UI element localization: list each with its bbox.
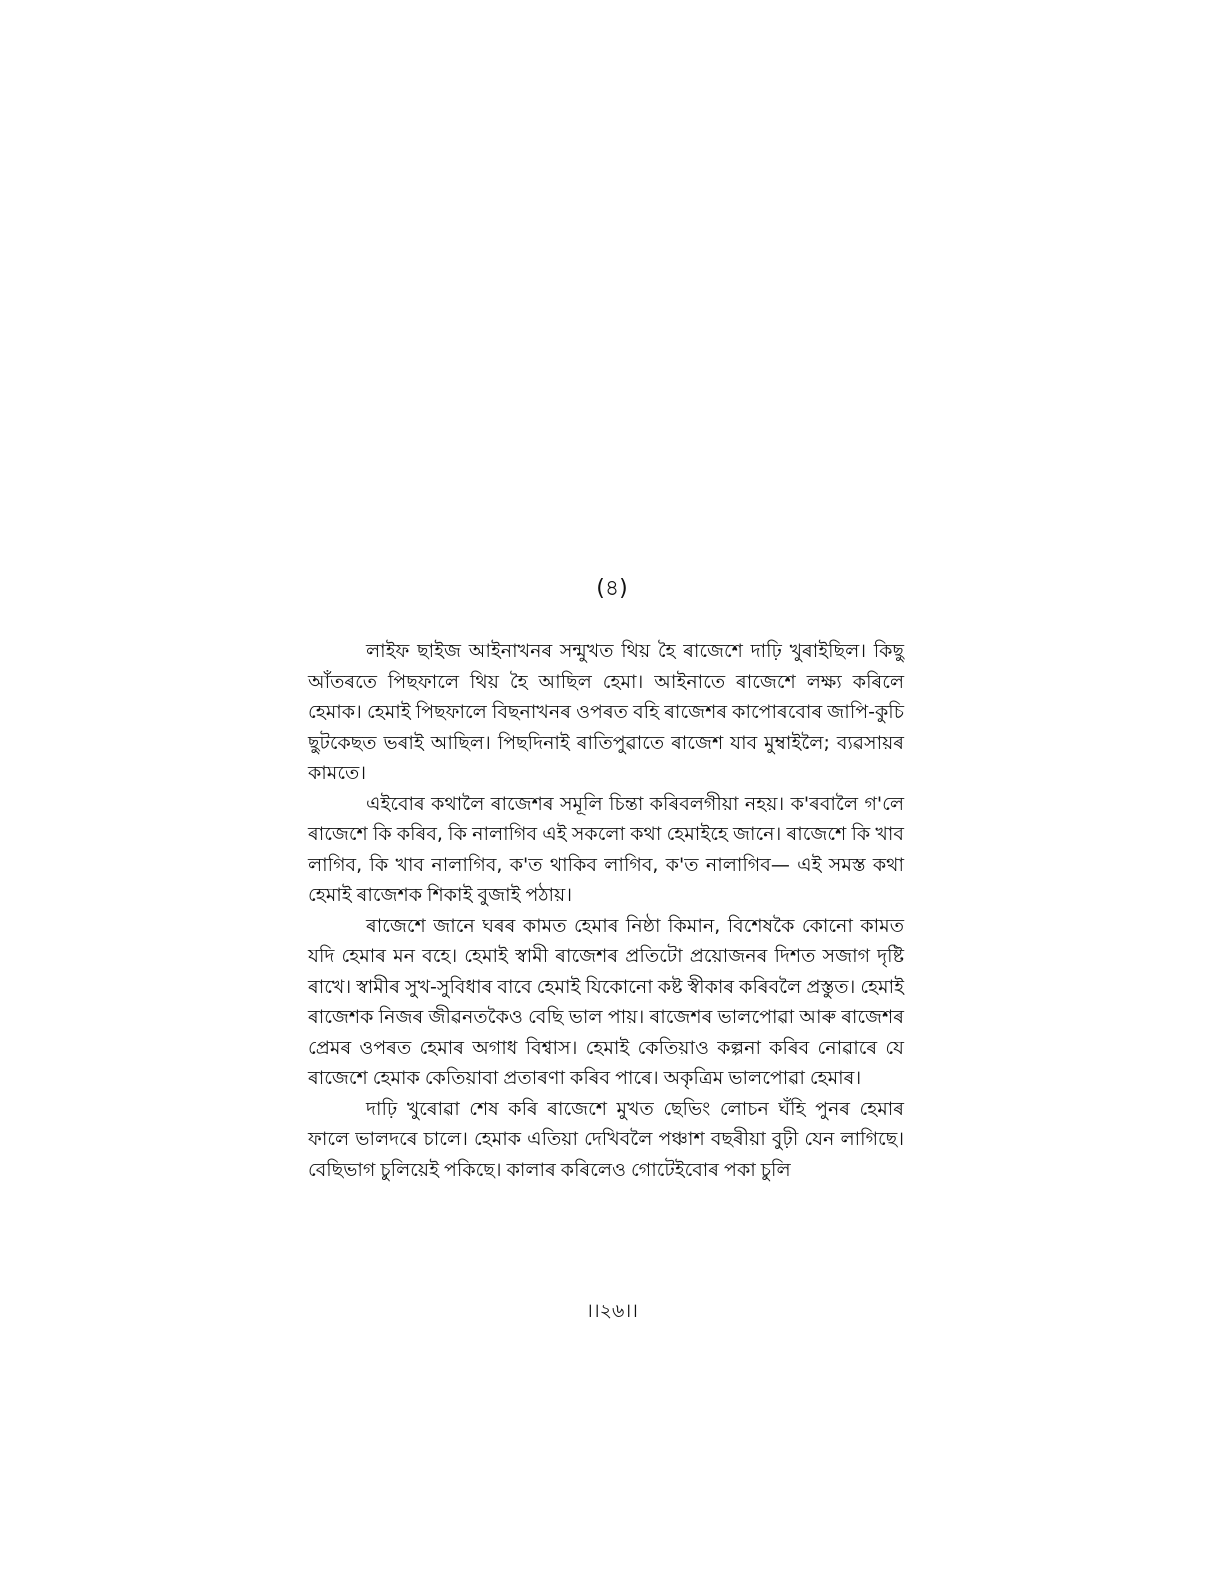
paragraph-3: ৰাজেশে জানে ঘৰৰ কামত হেমাৰ নিষ্ঠা কিমান, বিশেষকৈ কোনো কামত যদি হেমাৰ মন বহে। হেমাই স্বামী ৰাজেশৰ প্ৰতিটো প্ৰয়োজনৰ দিশত সজাগ দৃষ্টি ৰাখে। স্বামীৰ সুখ-সুবিধাৰ বাবে হেমাই যিকোনো কষ্ট স্বীকাৰ কৰিবলৈ প্ৰস্তুত। হেমাই ৰাজেশক নিজৰ জীৱনতকৈও বেছি ভাল পায়। ৰাজেশৰ ভালপোৱা আৰু ৰাজেশৰ প্ৰেমৰ ওপৰত হেমাৰ অগাধ বিশ্বাস। হেমাই কেতিয়াও কল্পনা কৰিব নোৱাৰে যে ৰাজেশে হেমাক কেতিয়াবা প্ৰতাৰণা কৰিব পাৰে। অকৃত্ৰিম ভালপোৱা হেমাৰ। — [308, 914, 904, 1089]
paragraph-4: দাঢ়ি খুৰোৱা শেষ কৰি ৰাজেশে মুখত ছেভিং লোচন ঘঁহি পুনৰ হেমাৰ ফালে ভালদৰে চালে। হেমাক এতিয়া দেখিবলৈ পঞ্চাশ বছৰীয়া বুঢ়ী যেন লাগিছে। বেছিভাগ চুলিয়েই পকিছে। কালাৰ কৰিলেও গোটেইবোৰ পকা চুলি — [308, 1097, 904, 1181]
chapter-number: (৪) — [596, 576, 628, 601]
paragraph-2: এইবোৰ কথালৈ ৰাজেশৰ সমূলি চিন্তা কৰিবলগীয়া নহয়। ক'ৰবালৈ গ'লে ৰাজেশে কি কৰিব, কি নালাগিব এই সকলো কথা হেমাইহে জানে। ৰাজেশে কি খাব লাগিব, কি খাব নালাগিব, ক'ত থাকিব লাগিব, ক'ত নালাগিব— এই সমস্ত কথা হেমাই ৰাজেশক শিকাই বুজাই পঠায়। — [308, 792, 904, 906]
page-folio: ।।২৬।। — [586, 1300, 638, 1322]
body-text — [308, 636, 904, 1185]
paragraph-1: লাইফ ছাইজ আইনাখনৰ সন্মুখত থিয় হৈ ৰাজেশে দাঢ়ি খুৰাইছিল। কিছু আঁতৰতে পিছফালে থিয় হৈ আছিল হেমা। আইনাতে ৰাজেশে লক্ষ্য কৰিলে হেমাক। হেমাই পিছফালে বিছনাখনৰ ওপৰত বহি ৰাজেশৰ কাপোৰবোৰ জাপি-কুচি ছুটকেছত ভৰাই আছিল। পিছদিনাই ৰাতিপুৱাতে ৰাজেশ যাব মুম্বাইলৈ; ব্যৱসায়ৰ কামতে। — [308, 640, 904, 784]
